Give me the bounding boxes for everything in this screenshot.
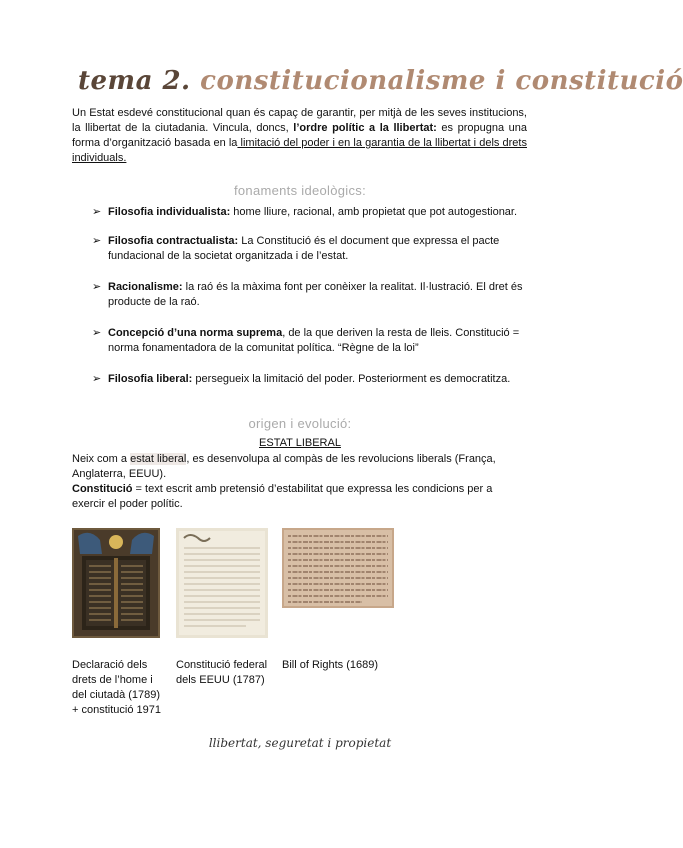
para-text-2: , es desenvolupa al compàs de les revolucions liberals (França, Anglaterra, EEUU). [72, 453, 496, 480]
intro-paragraph [72, 106, 527, 166]
list-item [92, 372, 532, 387]
bullet-text: La Constitució és el document que expressa el pacte fundacional de la societat organitzada i de l’estat. [108, 235, 500, 262]
arrow-bullet-icon: ➢ [92, 373, 102, 385]
caption-bill-of-rights: Bill of Rights (1689) [282, 659, 378, 671]
bullet-term: Concepció d’una norma suprema [108, 327, 283, 339]
bullet-term: Filosofia individualista: [108, 206, 231, 218]
definition-text: = text escrit amb pretensió d’estabilitat que expressa les condicions per a exercir el poder polític. [72, 483, 493, 510]
para-text: Neix com a [72, 453, 131, 465]
us-constitution-image [176, 528, 268, 638]
title-rest: constitucionalisme i constitució [200, 66, 683, 96]
intro-bold: l’ordre polític a la llibertat: [293, 122, 437, 134]
page-title [78, 66, 683, 96]
arrow-bullet-icon: ➢ [92, 206, 102, 218]
bullet-text: home lliure, racional, amb propietat que pot autogestionar. [230, 206, 518, 218]
section-heading-foundations: fonaments ideològics: [233, 183, 367, 198]
section-heading-origin: origen i evolució: [248, 416, 352, 431]
bullet-term: Filosofia contractualista: [108, 235, 239, 247]
list-item [92, 234, 532, 264]
foundations-list [92, 205, 532, 387]
caption-us-constitution: Constitució federal dels EEUU (1787) [176, 659, 268, 686]
bullet-text: la raó és la màxima font per conèixer la realitat. Il·lustració. El dret és producte de la raó. [108, 281, 523, 308]
bullet-term: Racionalisme: [108, 281, 183, 293]
list-item [92, 326, 532, 356]
bullet-text: persegueix la limitació del poder. Posteriorment es democratitza. [192, 373, 511, 385]
bill-of-rights-image [282, 528, 394, 608]
motto: llibertat, seguretat i propietat [208, 736, 392, 750]
arrow-bullet-icon: ➢ [92, 281, 102, 293]
bullet-term: Filosofia liberal: [108, 373, 193, 385]
arrow-bullet-icon: ➢ [92, 235, 102, 247]
bullet-text: , de la que deriven la resta de lleis. Constitució = norma fonamentadora de la comunitat política. “Règne de la loi” [108, 327, 520, 354]
caption-declaration: Declaració dels drets de l’home i del ciutadà (1789) + constitució 1971 [72, 659, 161, 716]
intro-text-2: es propugna una forma d’organització basada en la [72, 122, 527, 149]
intro-text: Un Estat esdevé constitucional quan és capaç de garantir, per mitjà de les seves institucions, la llibertat de la ciutadania. Vincula, doncs, [72, 107, 527, 134]
arrow-bullet-icon: ➢ [92, 327, 102, 339]
list-item [92, 280, 532, 310]
list-item [92, 205, 532, 220]
subheading-liberal-state: ESTAT LIBERAL [259, 437, 341, 449]
constitution-definition [72, 482, 527, 512]
title-lead: tema 2. [78, 66, 191, 96]
declaration-rights-image [72, 528, 160, 638]
origin-paragraph [72, 452, 527, 482]
highlighted-text: estat liberal [130, 453, 187, 465]
definition-term: Constitució [72, 483, 133, 495]
intro-underline: limitació del poder i en la garantia de la llibertat i dels drets individuals. [72, 137, 527, 164]
